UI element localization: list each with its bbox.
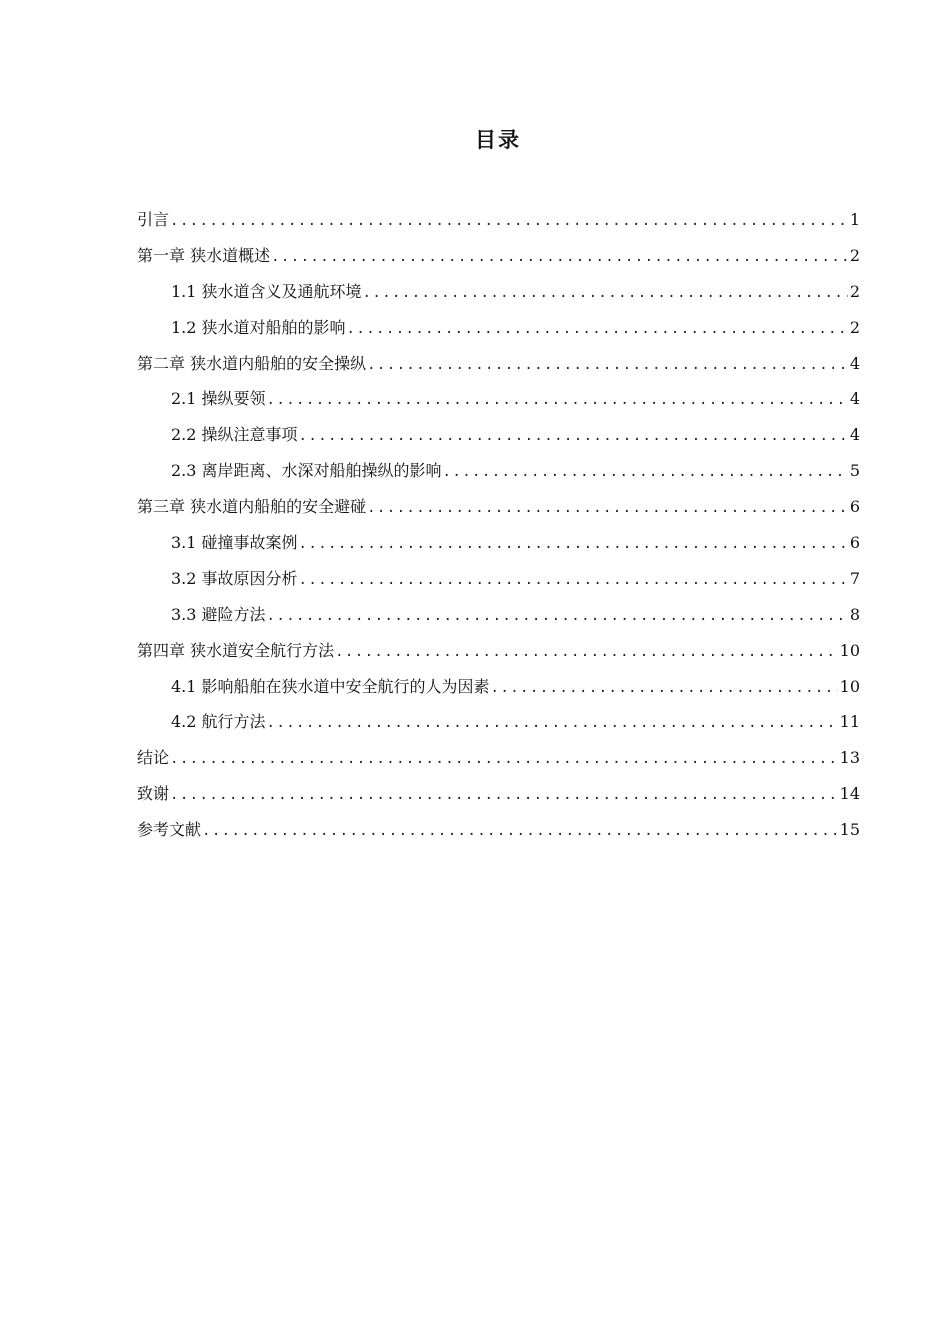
toc-entry-label: 4.2 航行方法 <box>171 712 266 732</box>
toc-entry-label: 1.1 狭水道含义及通航环境 <box>171 281 362 301</box>
toc-entry[interactable] <box>137 748 860 784</box>
toc-page-number: 7 <box>849 568 860 588</box>
toc-entry[interactable] <box>137 712 860 748</box>
toc-dot-leader <box>170 211 848 231</box>
toc-entry-label: 3.1 碰撞事故案例 <box>171 533 298 553</box>
toc-page-number: 13 <box>839 748 860 768</box>
toc-entry-label: 参考文献 <box>137 820 202 840</box>
toc-dot-leader <box>363 283 848 303</box>
toc-dot-leader <box>267 606 848 626</box>
toc-entry[interactable] <box>137 569 860 605</box>
toc-dot-leader <box>299 570 848 590</box>
toc-entry-label: 2.1 操纵要领 <box>171 389 266 409</box>
toc-page-number: 4 <box>849 353 860 373</box>
toc-entry[interactable] <box>137 354 860 390</box>
toc-entry-label: 第三章 狭水道内船舶的安全避碰 <box>137 497 367 517</box>
toc-entry[interactable] <box>137 461 860 497</box>
toc-entry[interactable] <box>137 605 860 641</box>
toc-page-number: 2 <box>849 245 860 265</box>
toc-page-number: 4 <box>849 425 860 445</box>
toc-list <box>137 210 860 856</box>
toc-dot-leader <box>367 498 848 518</box>
toc-page-number: 11 <box>839 712 860 732</box>
toc-dot-leader <box>299 534 848 554</box>
toc-dot-leader <box>367 355 848 375</box>
toc-page-number: 1 <box>849 210 860 229</box>
toc-dot-leader <box>299 426 848 446</box>
toc-dot-leader <box>170 749 838 769</box>
toc-page-number: 14 <box>839 784 860 804</box>
toc-entry-label: 致谢 <box>137 784 170 804</box>
toc-entry-label: 1.2 狭水道对船舶的影响 <box>171 317 346 337</box>
toc-entry-label: 3.2 事故原因分析 <box>171 568 298 588</box>
toc-entry[interactable] <box>137 641 860 677</box>
toc-page-number: 2 <box>849 281 860 301</box>
toc-dot-leader <box>335 642 838 662</box>
toc-page-number: 6 <box>849 533 860 553</box>
toc-entry[interactable] <box>137 533 860 569</box>
toc-page-number: 6 <box>849 497 860 517</box>
toc-entry[interactable] <box>137 318 860 354</box>
toc-page-number: 15 <box>839 820 860 840</box>
toc-entry-label: 2.2 操纵注意事项 <box>171 425 298 445</box>
toc-dot-leader <box>347 319 848 339</box>
toc-entry[interactable] <box>137 389 860 425</box>
toc-entry[interactable] <box>137 677 860 713</box>
toc-entry-label: 4.1 影响船舶在狭水道中安全航行的人为因素 <box>171 676 490 696</box>
toc-dot-leader <box>267 713 838 733</box>
toc-entry[interactable] <box>137 820 860 856</box>
toc-page-number: 5 <box>849 461 860 481</box>
toc-entry[interactable] <box>137 425 860 461</box>
toc-dot-leader <box>443 462 848 482</box>
toc-entry-label: 引言 <box>137 210 170 229</box>
toc-entry-label: 第一章 狭水道概述 <box>137 245 271 265</box>
toc-entry[interactable] <box>137 282 860 318</box>
toc-title: 目录 <box>475 128 521 152</box>
toc-entry-label: 2.3 离岸距离、水深对船舶操纵的影响 <box>171 461 442 481</box>
toc-entry-label: 结论 <box>137 748 170 768</box>
toc-dot-leader <box>202 821 838 841</box>
toc-page-number: 10 <box>839 640 860 660</box>
toc-entry-label: 第四章 狭水道安全航行方法 <box>137 640 335 660</box>
toc-page-number: 4 <box>849 389 860 409</box>
toc-page-number: 2 <box>849 317 860 337</box>
toc-dot-leader <box>170 785 838 805</box>
toc-entry[interactable] <box>137 784 860 820</box>
toc-entry-label: 3.3 避险方法 <box>171 604 266 624</box>
toc-dot-leader <box>491 678 838 698</box>
toc-entry[interactable] <box>137 210 860 246</box>
toc-page-number: 10 <box>839 676 860 696</box>
toc-dot-leader <box>271 247 848 267</box>
toc-page-number: 8 <box>849 604 860 624</box>
toc-dot-leader <box>267 390 848 410</box>
toc-entry-label: 第二章 狭水道内船舶的安全操纵 <box>137 353 367 373</box>
toc-entry[interactable] <box>137 497 860 533</box>
toc-entry[interactable] <box>137 246 860 282</box>
